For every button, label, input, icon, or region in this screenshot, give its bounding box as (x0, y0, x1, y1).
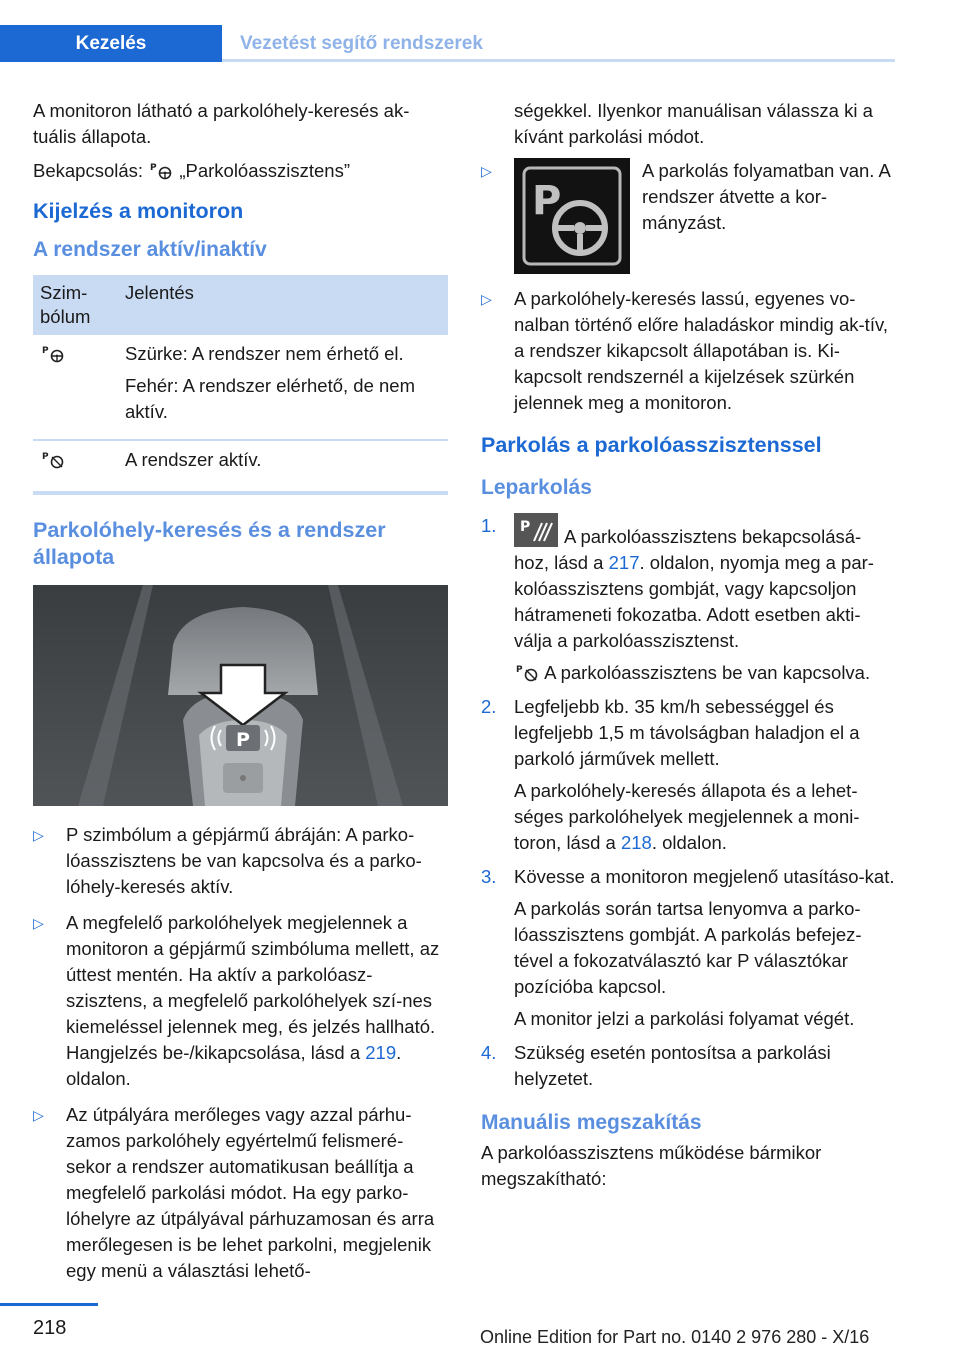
triangle-bullet-icon: ▷ (33, 915, 44, 931)
park-assist-icon (40, 345, 66, 363)
list-item: 4. Szükség esetén pontosítsa a parkolási helyzetet. (481, 1042, 831, 1089)
col-meaning: Jelentés (118, 275, 448, 335)
manual-abort-text: A parkolóasszisztens működése bármikor megszakítható: (481, 1142, 822, 1189)
triangle-bullet-icon: ▷ (481, 163, 492, 179)
page-link-219[interactable]: 219 (365, 1042, 397, 1063)
chapter-tab[interactable]: Kezelés (0, 25, 222, 62)
svg-text:P: P (150, 163, 157, 173)
step-note: P A parkolóasszisztens be van kapcsolva. (516, 662, 871, 683)
step-note: A parkolóhely-keresés állapota és a lehet-séges parkolóhelyek megjelennek a moni-toron, lásd a 218. oldalon. (514, 780, 860, 853)
park-assist-icon (148, 162, 174, 180)
heading-parking: Parkolás a parkolóasszisztenssel (481, 433, 822, 457)
heading-leparkolas: Leparkolás (481, 476, 592, 499)
symbol-cell (33, 440, 118, 481)
triangle-bullet-icon: ▷ (33, 827, 44, 843)
list-item: ▷ P A parkolás folyamatban van. A rendszer átvette a kor-mányzást. (481, 158, 896, 276)
continued-text: ségekkel. Ilyenkor manuálisan válassza ki a kívánt parkolási módot. (514, 100, 873, 147)
page-link-217[interactable]: 217 (608, 552, 640, 573)
step-note: A monitor jelzi a parkolási folyamat végét. (514, 1008, 855, 1029)
header-rule (222, 59, 895, 62)
table-row (33, 335, 448, 440)
park-assist-active-icon (40, 451, 66, 469)
meaning-cell: Szürke: A rendszer nem érhető el. Fehér: A rendszer elérhető, de nem aktív. (118, 335, 448, 440)
svg-text:P: P (42, 452, 49, 462)
svg-text:P: P (236, 729, 250, 751)
page-header (0, 25, 895, 62)
page-number: 218 (33, 1317, 67, 1339)
list-item: 3. Kövesse a monitoron megjelenő utasításo-kat. A parkolás során tartsa lenyomva a parko-lóasszisztens gombját. A parkolás befejez-tével a fokozatválasztó kar P választókar pozícióba kapcsol. A monitor jelzi a parkolási folyamat végét. (481, 864, 896, 1032)
svg-text:P: P (42, 346, 49, 356)
heading-manual-abort: Manuális megszakítás (481, 1111, 702, 1134)
symbol-cell (33, 335, 118, 440)
list-item: 1. P A parkolóasszisztens bekapcsolásá-hoz, lásd a 217. oldalon, nyomja meg a par-kolóasszisztens gombját, vagy kapcsoljon hátrameneti fokozatba. Adott esetben akti-válja a parkolóasszisztenst. P A parkolóasszisztens be van kapcsolva. (481, 513, 896, 686)
switch-on-line: Bekapcsolás: P „Parkolóasszisztens” (33, 160, 350, 181)
park-assist-active-icon (514, 664, 540, 682)
svg-text:P: P (532, 178, 562, 224)
footer-rule (0, 1303, 98, 1306)
heading-search-status: Parkolóhely-keresés és a rendszer állapota (33, 518, 386, 569)
svg-text:P: P (516, 665, 523, 675)
meaning-cell: A rendszer aktív. (125, 449, 262, 470)
heading-display: Kijelzés a monitoron (33, 199, 244, 223)
step-note: A parkolás során tartsa lenyomva a parko-lóasszisztens gombját. A parkolás befejez-tével a fokozatválasztó kar P választókar pozícióba kapcsol. (514, 898, 862, 997)
page-link-218[interactable]: 218 (620, 832, 652, 853)
col-symbol: Szim-bólum (33, 275, 118, 335)
triangle-bullet-icon: ▷ (33, 1107, 44, 1123)
heading-active: A rendszer aktív/inaktív (33, 238, 267, 261)
list-item: ▷ A parkolóhely-keresés lassú, egyenes vo-nalban történő előre haladáskor mindig ak-tív, a rendszer kikapcsolt állapotában is. Ki-kapcsolt rendszernél a kijelzések szürkén jelennek meg a monitoron. (481, 288, 888, 413)
list-item: 2. Legfeljebb kb. 35 km/h sebességgel és legfeljebb 1,5 m távolságban haladjon el a parkoló járművek mellett. A parkolóhely-keresés állapota és a lehet-séges parkolóhelyek megjelennek a moni-toron, lásd a 218. oldalon. (481, 694, 896, 856)
page-footer (0, 1303, 960, 1353)
table-row (33, 440, 448, 481)
parking-in-progress-icon (514, 158, 630, 274)
edition-text: Online Edition for Part no. 0140 2 976 280 - X/16 (480, 1327, 870, 1347)
section-title[interactable]: Vezetést segítő rendszerek (240, 33, 483, 54)
table-end-rule (33, 491, 448, 495)
svg-text:P: P (520, 519, 531, 535)
left-column (33, 98, 448, 1294)
list-item: ▷ P szimbólum a gépjármű ábráján: A parko-lóasszisztens be van kapcsolva és a parko-lóhely-keresés aktív. (33, 824, 422, 897)
triangle-bullet-icon: ▷ (481, 291, 492, 307)
table-header-row (33, 275, 448, 335)
symbol-table (33, 275, 448, 481)
intro-text: A monitoron látható a parkolóhely-keresés ak-tuális állapota. (33, 100, 410, 147)
right-column (481, 98, 896, 1200)
parking-monitor-image (33, 585, 448, 806)
list-item: ▷ Az útpályára merőleges vagy azzal párhu-zamos parkolóhely egyértelmű felismeré-sekor a rendszer automatikusan beállítja a megfelelő parkolási módot. Ha egy parko-lóhelyre az útpályával párhuzamosan és arra merőlegesen is be lehet parkolni, megjelenik egy menü a választási lehető- (33, 1104, 435, 1281)
list-item: ▷ A megfelelő parkolóhelyek megjelennek a monitoron a gépjármű szimbóluma mellett, az úttest mentén. Ha aktív a parkolóasz-szisztens, a megfelelő parkolóhelyek szí-nes kiemeléssel jelennek meg, és jelzés hallható. Hangjelzés be-/kikapcsolása, lásd a 219. oldalon. (33, 912, 440, 1089)
park-assist-button-icon (514, 513, 558, 547)
